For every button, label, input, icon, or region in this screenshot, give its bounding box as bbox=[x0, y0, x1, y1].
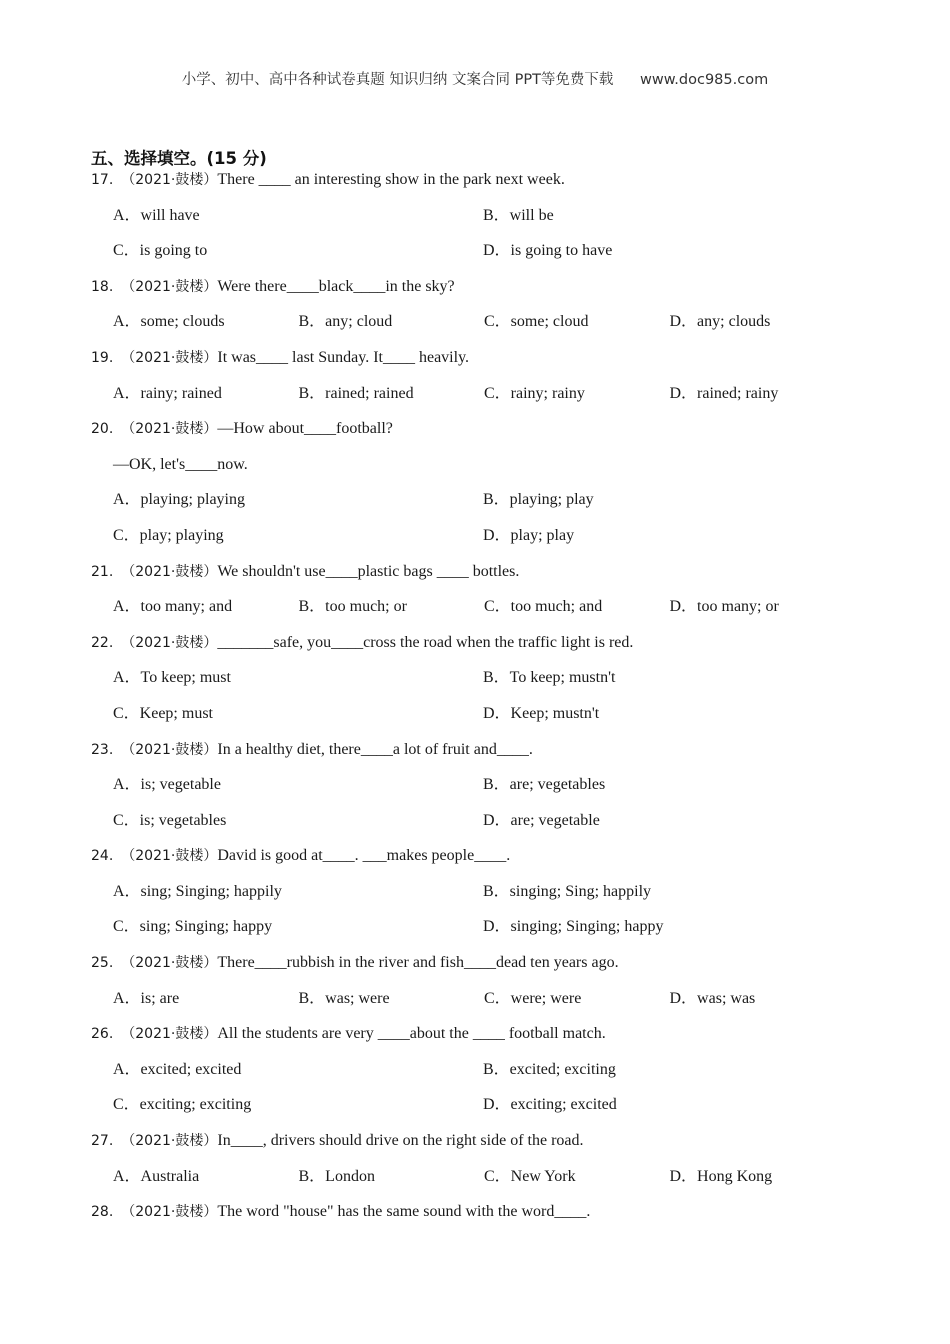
question-stem bbox=[91, 1022, 891, 1058]
option-d[interactable]: D．play; play bbox=[483, 526, 575, 544]
question-source: （2021·鼓楼） bbox=[121, 278, 218, 295]
header-url[interactable]: www.doc985.com bbox=[640, 72, 769, 88]
option-c[interactable]: C．is going to bbox=[113, 242, 208, 260]
option-d[interactable]: D．is going to have bbox=[483, 242, 613, 260]
question-source: （2021·鼓楼） bbox=[121, 172, 218, 188]
question-stem bbox=[91, 346, 891, 382]
question-source: （2021·鼓楼） bbox=[121, 349, 218, 366]
question-stem bbox=[91, 631, 891, 667]
question-stem bbox=[91, 168, 891, 204]
options-row bbox=[91, 310, 891, 346]
options-row bbox=[91, 880, 891, 916]
options-row bbox=[91, 702, 891, 738]
question-number: 18. bbox=[91, 278, 114, 295]
question-text: The word "house" has the same sound with the word____. bbox=[217, 1203, 591, 1221]
options-row bbox=[91, 1058, 891, 1094]
option-c[interactable]: C．New York bbox=[484, 1167, 576, 1185]
option-b[interactable]: B．was; were bbox=[298, 989, 390, 1007]
options-row bbox=[91, 382, 891, 418]
option-c[interactable]: C．were; were bbox=[484, 989, 582, 1007]
options-row bbox=[91, 1165, 891, 1201]
question-source: （2021·鼓楼） bbox=[121, 848, 218, 865]
question-source: （2021·鼓楼） bbox=[121, 955, 218, 972]
option-b[interactable]: B．will be bbox=[483, 206, 554, 224]
options-row bbox=[91, 1093, 891, 1129]
question-text: There ____ an interesting show in the park next week. bbox=[217, 171, 565, 188]
question-stem bbox=[91, 1200, 891, 1236]
question-text: It was____ last Sunday. It____ heavily. bbox=[217, 348, 470, 366]
options-row bbox=[91, 524, 891, 560]
question-text: David is good at____. ___makes people____. bbox=[217, 847, 511, 865]
question-stem bbox=[91, 275, 891, 311]
option-c[interactable]: C．some; cloud bbox=[484, 313, 589, 331]
option-d[interactable]: D．too many; or bbox=[669, 598, 779, 616]
option-c[interactable]: C．exciting; exciting bbox=[113, 1096, 252, 1114]
options-row bbox=[91, 773, 891, 809]
option-d[interactable]: D．exciting; excited bbox=[483, 1096, 617, 1114]
question-number: 21. bbox=[91, 563, 114, 580]
option-c[interactable]: C．play; playing bbox=[113, 526, 224, 544]
page-header bbox=[0, 68, 950, 89]
option-b[interactable]: B．London bbox=[298, 1167, 375, 1185]
question-source: （2021·鼓楼） bbox=[121, 741, 218, 758]
option-a[interactable]: A．rainy; rained bbox=[113, 384, 222, 402]
question-stem bbox=[91, 951, 891, 987]
options-row bbox=[91, 809, 891, 845]
question-number: 24. bbox=[91, 848, 114, 865]
option-c[interactable]: C．rainy; rainy bbox=[484, 384, 585, 402]
question-number: 20. bbox=[91, 421, 114, 438]
question-number: 17. bbox=[91, 172, 114, 188]
question-text: Were there____black____in the sky? bbox=[217, 277, 455, 295]
option-d[interactable]: D．are; vegetable bbox=[483, 811, 600, 829]
option-b[interactable]: B．rained; rained bbox=[298, 384, 414, 402]
section-title: 五、选择填空。(15 分) bbox=[91, 149, 267, 168]
option-b[interactable]: B．playing; play bbox=[483, 491, 594, 509]
option-a[interactable]: A．some; clouds bbox=[113, 313, 225, 331]
question-stem-continued bbox=[91, 453, 891, 489]
question-text: _______safe, you____cross the road when the traffic light is red. bbox=[217, 633, 634, 651]
question-number: 28. bbox=[91, 1204, 114, 1221]
question-number: 25. bbox=[91, 955, 114, 972]
option-a[interactable]: A．To keep; must bbox=[113, 669, 231, 687]
option-b[interactable]: B．are; vegetables bbox=[483, 776, 606, 794]
options-row bbox=[91, 488, 891, 524]
question-number: 19. bbox=[91, 349, 114, 366]
option-d[interactable]: D．rained; rainy bbox=[669, 384, 779, 402]
question-number: 26. bbox=[91, 1026, 114, 1043]
option-d[interactable]: D．was; was bbox=[669, 989, 756, 1007]
question-number: 27. bbox=[91, 1133, 114, 1150]
options-row bbox=[91, 239, 891, 275]
options-row bbox=[91, 666, 891, 702]
question-source: （2021·鼓楼） bbox=[121, 1204, 218, 1221]
option-b[interactable]: B．To keep; mustn't bbox=[483, 669, 616, 687]
options-row bbox=[91, 595, 891, 631]
question-source: （2021·鼓楼） bbox=[121, 563, 218, 580]
question-source: （2021·鼓楼） bbox=[121, 634, 218, 651]
option-a[interactable]: A．too many; and bbox=[113, 598, 233, 616]
options-row bbox=[91, 204, 891, 240]
option-a[interactable]: A．playing; playing bbox=[113, 491, 245, 509]
option-a[interactable]: A．is; are bbox=[113, 989, 180, 1007]
option-c[interactable]: C．is; vegetables bbox=[113, 811, 227, 829]
options-row bbox=[91, 915, 891, 951]
option-a[interactable]: A．excited; excited bbox=[113, 1060, 242, 1078]
question-text: All the students are very ____about the ____ football match. bbox=[217, 1025, 606, 1043]
option-b[interactable]: B．singing; Sing; happily bbox=[483, 882, 652, 900]
option-d[interactable]: D．singing; Singing; happy bbox=[483, 918, 664, 936]
question-text: —How about____football? bbox=[217, 420, 393, 438]
question-source: （2021·鼓楼） bbox=[121, 1133, 218, 1150]
question-text: We shouldn't use____plastic bags ____ bottles. bbox=[217, 562, 520, 580]
option-b[interactable]: B．any; cloud bbox=[298, 313, 393, 331]
question-text-line2: —OK, let's____now. bbox=[113, 455, 248, 473]
question-source: （2021·鼓楼） bbox=[121, 421, 218, 438]
question-number: 22. bbox=[91, 634, 114, 651]
question-text: In____, drivers should drive on the right side of the road. bbox=[217, 1132, 584, 1150]
question-stem bbox=[91, 560, 891, 596]
option-c[interactable]: C．too much; and bbox=[484, 598, 603, 616]
question-stem bbox=[91, 417, 891, 453]
question-stem bbox=[91, 738, 891, 774]
question-text: There____rubbish in the river and fish____dead ten years ago. bbox=[217, 954, 619, 972]
question-source: （2021·鼓楼） bbox=[121, 1026, 218, 1043]
options-row bbox=[91, 987, 891, 1023]
option-b[interactable]: B．excited; exciting bbox=[483, 1060, 616, 1078]
option-a[interactable]: A．is; vegetable bbox=[113, 776, 221, 794]
option-a[interactable]: A．Australia bbox=[113, 1167, 200, 1185]
option-b[interactable]: B．too much; or bbox=[298, 598, 407, 616]
question-stem bbox=[91, 844, 891, 880]
option-d[interactable]: D．Hong Kong bbox=[669, 1167, 773, 1185]
question-text: In a healthy diet, there____a lot of fruit and____. bbox=[217, 740, 533, 758]
option-d[interactable]: D．Keep; mustn't bbox=[483, 704, 600, 722]
question-number: 23. bbox=[91, 741, 114, 758]
header-text: 小学、初中、高中各种试卷真题 知识归纳 文案合同 PPT等免费下载 bbox=[181, 72, 614, 88]
question-list bbox=[91, 168, 891, 1236]
option-a[interactable]: A．will have bbox=[113, 206, 200, 224]
option-c[interactable]: C．sing; Singing; happy bbox=[113, 918, 273, 936]
option-d[interactable]: D．any; clouds bbox=[669, 313, 771, 331]
option-c[interactable]: C．Keep; must bbox=[113, 704, 213, 722]
question-stem bbox=[91, 1129, 891, 1165]
option-a[interactable]: A．sing; Singing; happily bbox=[113, 882, 282, 900]
